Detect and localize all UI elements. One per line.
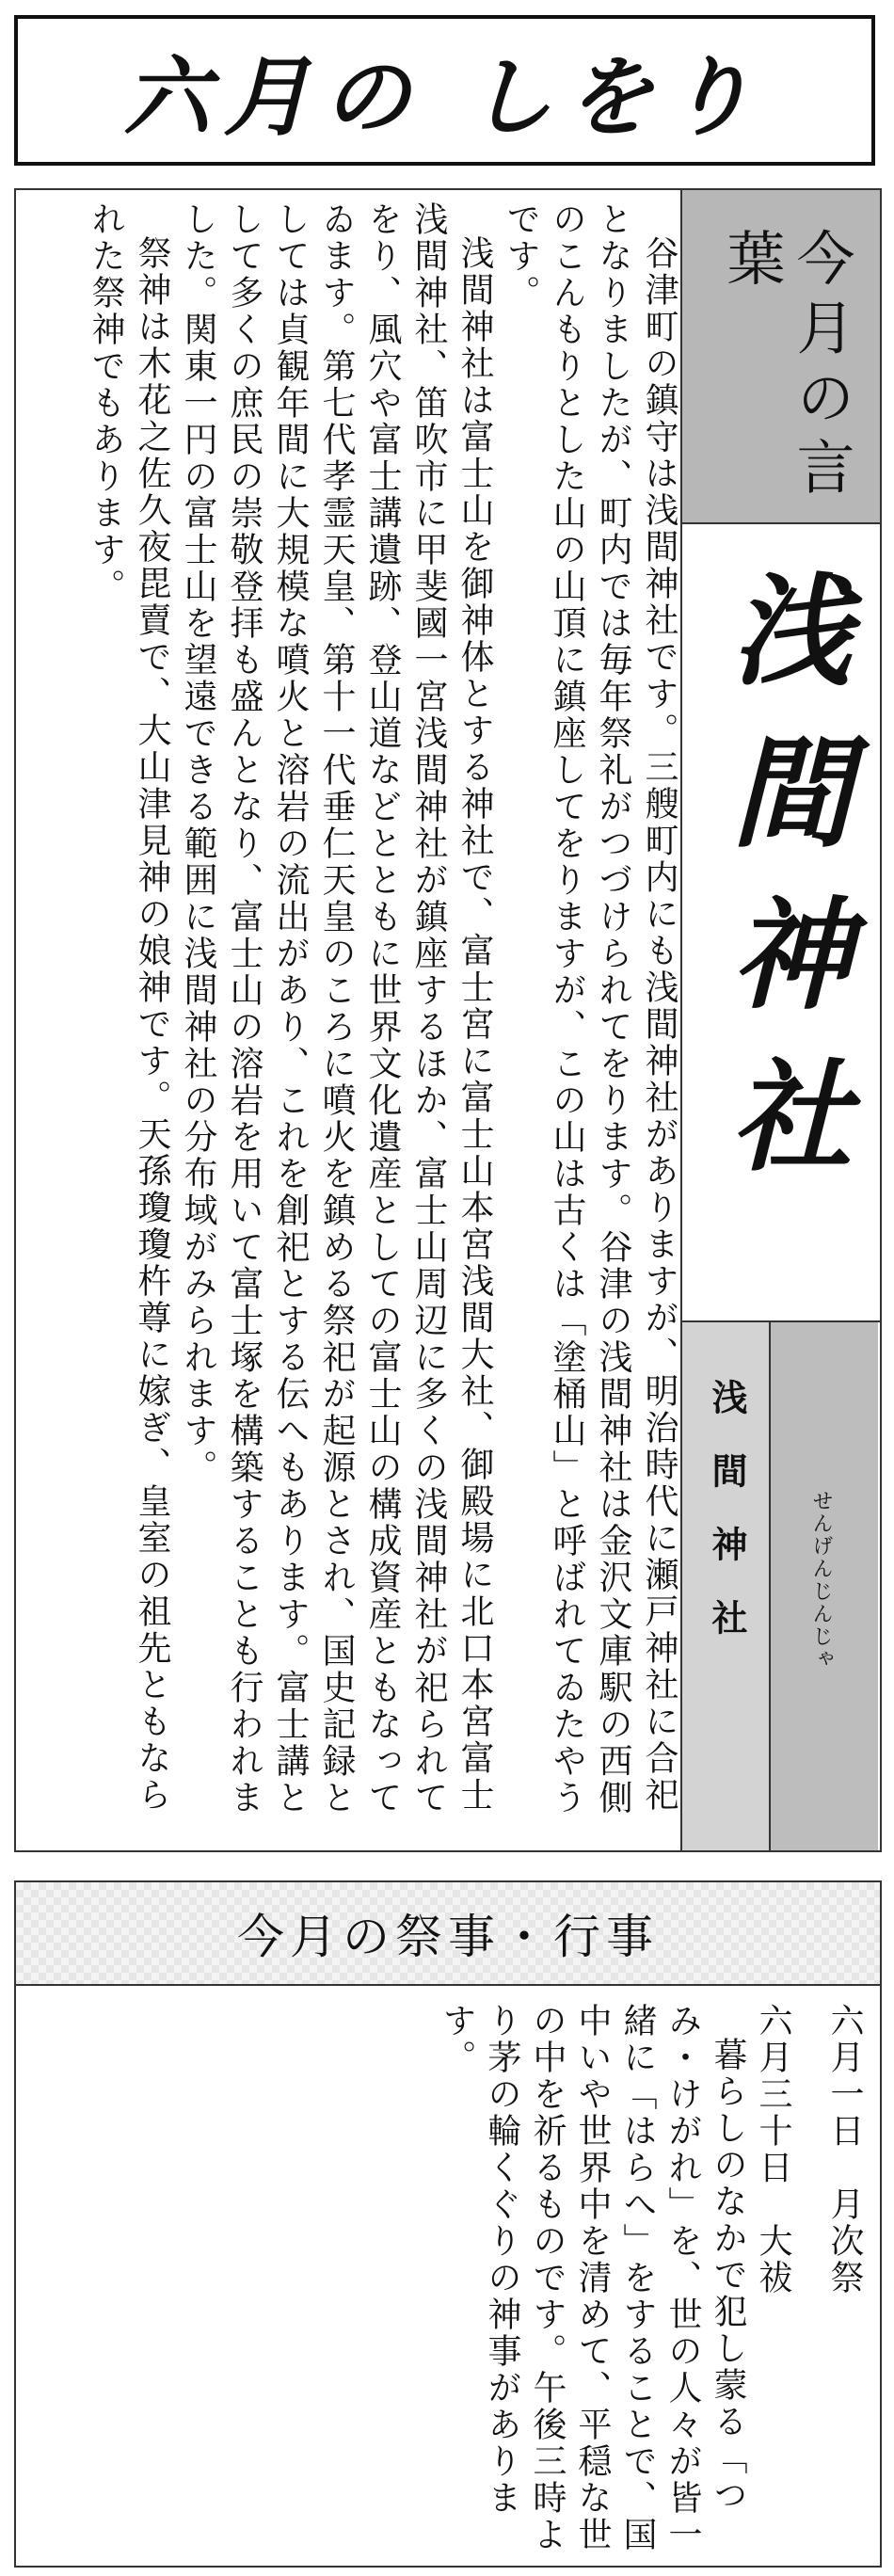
article-body bbox=[24, 201, 682, 1839]
shrine-name: 浅間神社 bbox=[706, 1379, 748, 1672]
article-paragraph-1: 谷津町の鎮守は浅間神社です。三艘町内にも浅間神社がありますが、明治時代に瀬戸神社に合祀となりましたが、町内では毎年祭礼がつづけられてをります。谷津の浅間神社は金沢文庫駅の西側のこんもりとした山の山頂に鎮座してをりますが、この山は古くは「塗桶山」と呼ばれてゐたやうです。 bbox=[502, 201, 678, 1816]
page-title-box bbox=[14, 15, 875, 166]
feature-word: 浅間神社 bbox=[710, 568, 852, 1215]
shrine-reading: せんげんじんじゃ bbox=[809, 1490, 833, 1671]
events-title: 今月の祭事・行事 bbox=[237, 1910, 659, 1964]
shrine-name-row bbox=[682, 1320, 880, 1850]
main-article-box bbox=[14, 188, 882, 1852]
article-paragraph-2: 浅間神社は富士山を御神体とする神社で、富士宮に富士山本宮浅間大社、御殿場に北口本宮富士浅間神社、笛吹市に甲斐國一宮浅間神社が鎮座するほか、富士山周辺に多くの浅間神社が祀られてをり、風穴や富士講遺跡、登山道などとともに世界文化遺産としての富士山の構成資産ともなってゐます。第七代孝霊天皇、第十一代垂仁天皇のころに噴火を鎮める祭祀が起源とされ、国史記録としては貞観年間に大規模な噴火と溶岩の流出があり、これを創祀とする伝へもあります。富士講として多くの庶民の崇敬登拝も盛んとなり、富士山の溶岩を用いて富士塚を構築することも行われました。関東一円の富士山を望遠できる範囲に浅間神社の分布域がみられます。 bbox=[179, 201, 494, 1816]
side-column bbox=[680, 190, 880, 1850]
kotoba-title: 今月の言葉 bbox=[717, 228, 855, 506]
events-list bbox=[208, 2003, 867, 2558]
page-title: 六月の しをり bbox=[123, 46, 766, 148]
events-box bbox=[14, 1880, 882, 2568]
article-paragraph-3: 祭神は木花之佐久夜毘賣で、大山津見神の娘神です。天孫瓊瓊杵尊に嫁ぎ、皇室の祖先ともなられた祭神でもあります。 bbox=[87, 201, 171, 1814]
event-item-date: 六月一日 月次祭 bbox=[825, 2003, 864, 2296]
events-header bbox=[16, 1882, 880, 1986]
event-item-description: 暮らしのなかで犯し蒙る「つみ・けがれ」を、世の人々が皆一緒に「はらへ」をすることで、国中いや世界中を清めて、平穏な世の中を祈るものです。午後三時より茅の輪くぐりの神事がありま す。 bbox=[438, 2003, 747, 2553]
shrine-reading-cell bbox=[771, 1322, 878, 1850]
kotoba-header bbox=[682, 190, 880, 524]
shrine-name-cell bbox=[682, 1322, 771, 1850]
feature-word-box bbox=[682, 524, 880, 1320]
event-item-date: 六月三十日 大祓 bbox=[754, 2003, 792, 2296]
